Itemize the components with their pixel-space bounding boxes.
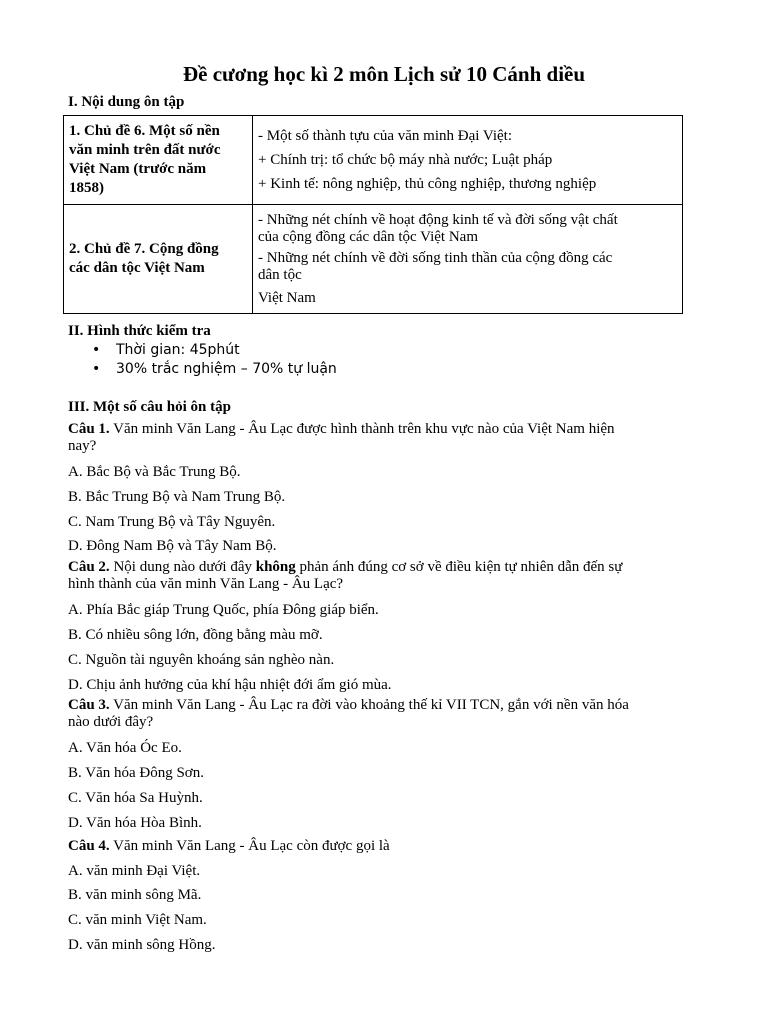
question-text: [68, 421, 708, 438]
topic-line: Việt Nam (trước năm: [69, 161, 207, 177]
answer-option: D. văn minh sông Hồng.: [68, 936, 216, 953]
detail-line: Việt Nam: [258, 289, 316, 306]
topic-line: 2. Chủ đề 7. Cộng đồng: [69, 241, 219, 257]
topic-line: các dân tộc Việt Nam: [69, 260, 205, 276]
question-text-part: Văn minh Văn Lang - Âu Lạc còn được gọi là: [109, 837, 390, 854]
section-heading-content: I. Nội dung ôn tập: [68, 94, 185, 110]
list-item-text: Thời gian: 45phút: [116, 342, 240, 358]
detail-line: dân tộc: [258, 266, 302, 283]
section-heading-format: II. Hình thức kiểm tra: [68, 323, 211, 339]
table-cell-topic: [64, 205, 253, 314]
table-cell-detail: [253, 205, 683, 314]
question-text: [68, 559, 708, 576]
question-text: nào dưới đây?: [68, 714, 154, 731]
bullet-dot-icon: •: [92, 342, 101, 358]
answer-option: B. văn minh sông Mã.: [68, 887, 202, 904]
document-title: Đề cương học kì 2 môn Lịch sử 10 Cánh diều: [182, 62, 586, 86]
question-text-part: Văn minh Văn Lang - Âu Lạc được hình thành trên khu vực nào của Việt Nam hiện: [109, 421, 615, 437]
question-text-part: Văn minh Văn Lang - Âu Lạc ra đời vào khoảng thế kỉ VII TCN, gắn với nền văn hóa: [109, 697, 629, 714]
answer-option: A. Phía Bắc giáp Trung Quốc, phía Đông giáp biển.: [68, 602, 379, 619]
question-block: [68, 836, 708, 958]
table-cell-detail: [253, 116, 683, 205]
answer-option: C. Nguồn tài nguyên khoáng sản nghèo nàn.: [68, 651, 335, 668]
list-item: [72, 360, 337, 379]
question-block: [68, 559, 708, 697]
detail-line: + Kinh tế: nông nghiệp, thủ công nghiệp, thương nghiệp: [258, 176, 597, 192]
answer-option: C. Nam Trung Bộ và Tây Nguyên.: [68, 513, 276, 530]
answer-option: B. Bắc Trung Bộ và Nam Trung Bộ.: [68, 488, 286, 505]
question-block: [68, 421, 708, 559]
detail-line: + Chính trị: tổ chức bộ máy nhà nước; Luật pháp: [258, 152, 553, 168]
topic-line: 1. Chủ đề 6. Một số nền: [69, 123, 220, 139]
format-bullet-list: [72, 341, 337, 379]
question-keyword: không: [255, 559, 296, 576]
list-item: [72, 341, 337, 360]
detail-line: của cộng đồng các dân tộc Việt Nam: [258, 228, 478, 245]
question-text: [68, 697, 708, 714]
answer-option: D. Văn hóa Hòa Bình.: [68, 814, 202, 831]
question-list: [68, 421, 708, 958]
topic-line: văn minh trên đất nước: [69, 142, 221, 158]
table-row: [64, 205, 683, 314]
answer-option: A. văn minh Đại Việt.: [68, 862, 201, 879]
answer-option: B. Có nhiều sông lớn, đồng bằng màu mỡ.: [68, 626, 323, 643]
answer-option: C. văn minh Việt Nam.: [68, 912, 207, 929]
answer-option: A. Bắc Bộ và Bắc Trung Bộ.: [68, 464, 241, 480]
answer-option: D. Đông Nam Bộ và Tây Nam Bộ.: [68, 538, 277, 555]
answer-option: C. Văn hóa Sa Huỳnh.: [68, 789, 203, 806]
answer-option: D. Chịu ảnh hưởng của khí hậu nhiệt đới ẩm gió mùa.: [68, 676, 392, 693]
section-heading-questions: III. Một số câu hỏi ôn tập: [68, 399, 231, 415]
detail-line: - Những nét chính về hoạt động kinh tế và đời sống vật chất: [258, 211, 618, 228]
detail-line: - Những nét chính về đời sống tinh thần của cộng đồng các: [258, 249, 613, 266]
question-text: hình thành của văn minh Văn Lang - Âu Lạc?: [68, 576, 344, 593]
table-cell-topic: [64, 116, 253, 205]
bullet-dot-icon: •: [92, 361, 101, 377]
question-text-part: phản ánh đúng cơ sở về điều kiện tự nhiên dẫn đến sự: [295, 559, 623, 576]
list-item-text: 30% trắc nghiệm – 70% tự luận: [116, 361, 337, 377]
question-number: Câu 3.: [68, 697, 110, 714]
table-row: [64, 116, 683, 205]
question-number: Câu 1.: [68, 421, 110, 437]
answer-option: A. Văn hóa Óc Eo.: [68, 740, 182, 757]
topic-line: 1858): [69, 180, 104, 196]
question-block: [68, 697, 708, 835]
question-number: Câu 2.: [68, 559, 110, 576]
detail-line: - Một số thành tựu của văn minh Đại Việt:: [258, 128, 512, 144]
question-text-part: Nội dung nào dưới đây: [109, 559, 256, 576]
question-number: Câu 4.: [68, 837, 110, 854]
content-table: [63, 115, 683, 314]
question-text: [68, 836, 708, 856]
answer-option: B. Văn hóa Đông Sơn.: [68, 765, 204, 782]
question-text: nay?: [68, 438, 97, 454]
